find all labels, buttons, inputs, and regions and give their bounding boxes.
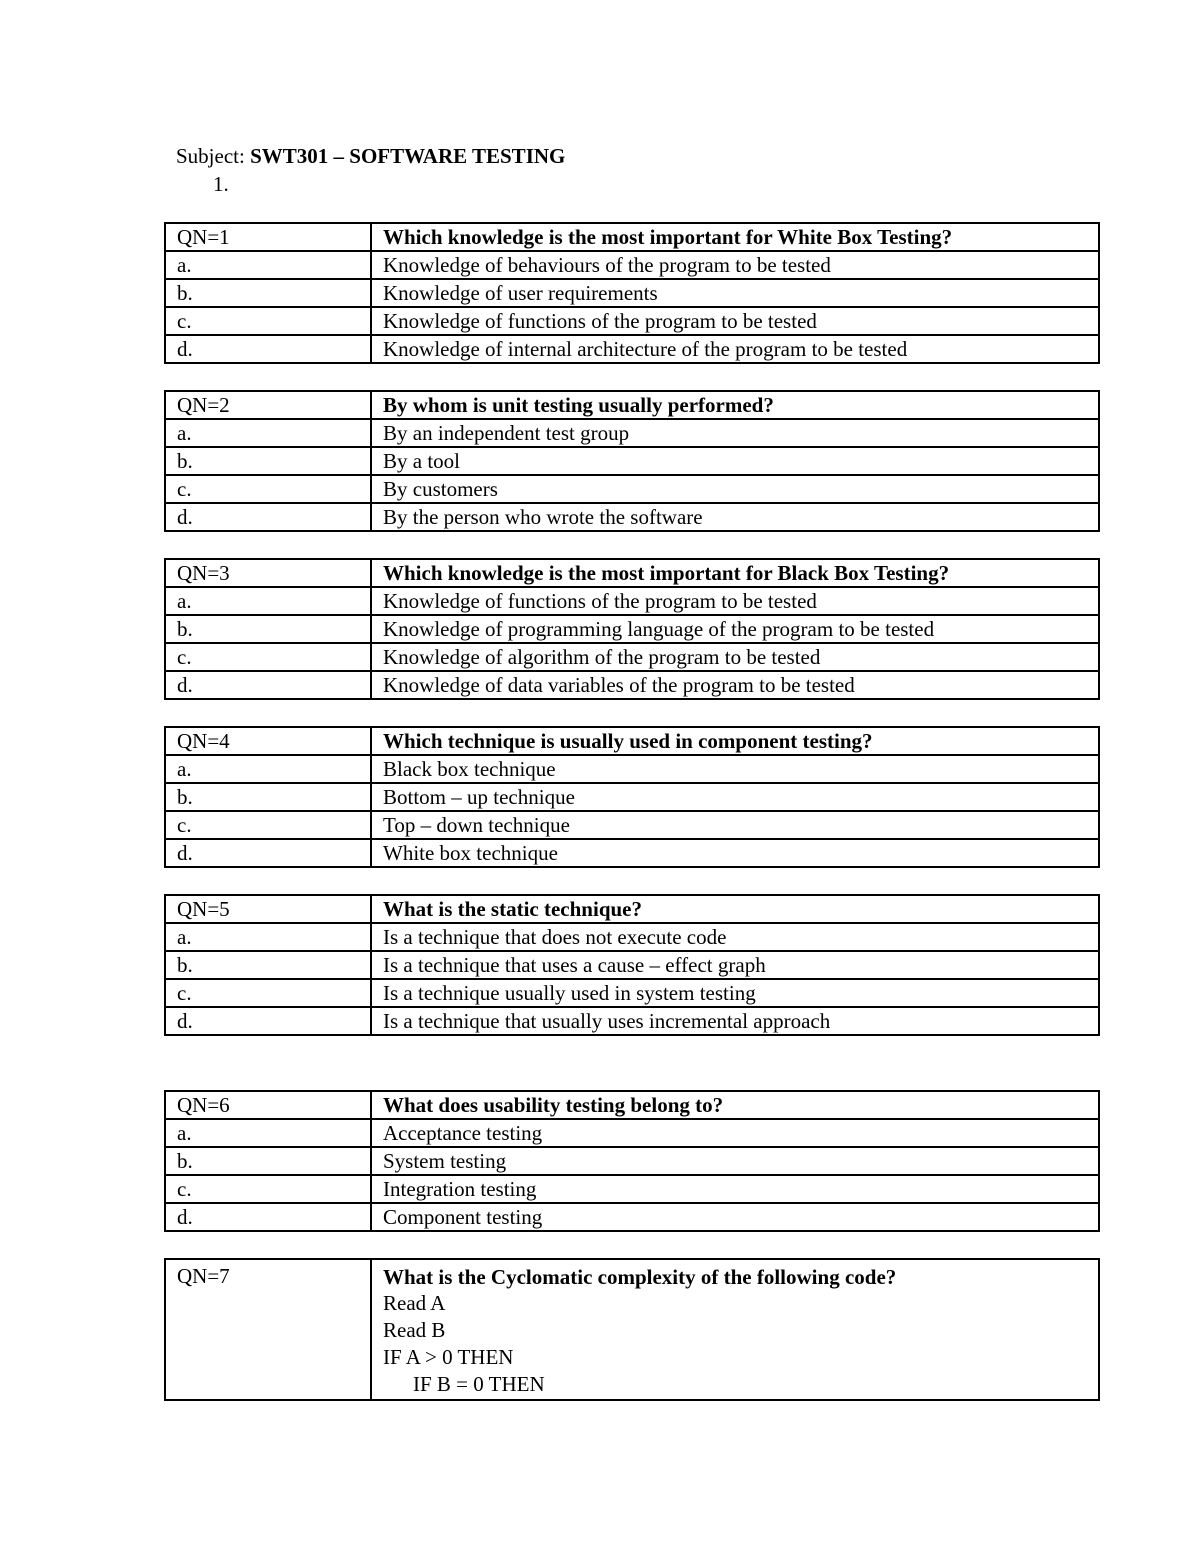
question-row xyxy=(165,1091,1099,1119)
subject-label: Subject: xyxy=(176,144,245,168)
option-row xyxy=(165,279,1099,307)
question-number: QN=7 xyxy=(165,1259,371,1400)
option-row xyxy=(165,1119,1099,1147)
option-label: c. xyxy=(165,643,371,671)
option-row xyxy=(165,839,1099,867)
option-label: d. xyxy=(165,335,371,363)
option-text: By the person who wrote the software xyxy=(371,503,1099,531)
option-row xyxy=(165,475,1099,503)
option-text: Knowledge of data variables of the program to be tested xyxy=(371,671,1099,699)
option-row xyxy=(165,615,1099,643)
option-row xyxy=(165,979,1099,1007)
question-stem: What does usability testing belong to? xyxy=(371,1091,1099,1119)
option-row xyxy=(165,951,1099,979)
option-label: b. xyxy=(165,615,371,643)
option-text: Is a technique that uses a cause – effect graph xyxy=(371,951,1099,979)
code-line: Read A xyxy=(383,1291,446,1315)
subject-value: SWT301 – SOFTWARE TESTING xyxy=(250,144,566,168)
option-text: Black box technique xyxy=(371,755,1099,783)
option-text: Knowledge of functions of the program to be tested xyxy=(371,307,1099,335)
option-text: Component testing xyxy=(371,1203,1099,1231)
option-text: By customers xyxy=(371,475,1099,503)
option-label: c. xyxy=(165,1175,371,1203)
option-label: a. xyxy=(165,587,371,615)
question-number: QN=4 xyxy=(165,727,371,755)
question-table-7 xyxy=(164,1258,1100,1401)
question-number: QN=3 xyxy=(165,559,371,587)
option-label: c. xyxy=(165,307,371,335)
option-text: Is a technique that does not execute code xyxy=(371,923,1099,951)
question-row xyxy=(165,391,1099,419)
option-label: d. xyxy=(165,1203,371,1231)
option-row xyxy=(165,307,1099,335)
question-stem: What is the static technique? xyxy=(371,895,1099,923)
question-row xyxy=(165,223,1099,251)
option-text: Knowledge of internal architecture of the program to be tested xyxy=(371,335,1099,363)
option-label: c. xyxy=(165,811,371,839)
code-line: IF A > 0 THEN xyxy=(383,1345,514,1369)
option-text: Knowledge of user requirements xyxy=(371,279,1099,307)
option-label: c. xyxy=(165,979,371,1007)
option-text: Top – down technique xyxy=(371,811,1099,839)
option-text: White box technique xyxy=(371,839,1099,867)
option-label: d. xyxy=(165,839,371,867)
code-line: IF B = 0 THEN xyxy=(413,1372,545,1396)
option-label: a. xyxy=(165,755,371,783)
option-row xyxy=(165,251,1099,279)
option-text: Is a technique that usually uses incremental approach xyxy=(371,1007,1099,1035)
question-table-6 xyxy=(164,1090,1100,1232)
option-row xyxy=(165,783,1099,811)
option-label: a. xyxy=(165,1119,371,1147)
option-label: b. xyxy=(165,279,371,307)
option-label: a. xyxy=(165,419,371,447)
question-number: QN=2 xyxy=(165,391,371,419)
question-row xyxy=(165,727,1099,755)
option-label: d. xyxy=(165,671,371,699)
question-number: QN=5 xyxy=(165,895,371,923)
option-text: By a tool xyxy=(371,447,1099,475)
option-row xyxy=(165,503,1099,531)
option-label: b. xyxy=(165,447,371,475)
option-label: d. xyxy=(165,503,371,531)
option-label: a. xyxy=(165,251,371,279)
option-row xyxy=(165,643,1099,671)
question-body xyxy=(371,1259,1099,1400)
option-row xyxy=(165,1007,1099,1035)
question-stem: Which knowledge is the most important for White Box Testing? xyxy=(371,223,1099,251)
question-stem: Which technique is usually used in component testing? xyxy=(371,727,1099,755)
option-text: Bottom – up technique xyxy=(371,783,1099,811)
option-row xyxy=(165,335,1099,363)
question-table-5 xyxy=(164,894,1100,1036)
option-row xyxy=(165,1147,1099,1175)
option-label: a. xyxy=(165,923,371,951)
option-text: Acceptance testing xyxy=(371,1119,1099,1147)
option-label: b. xyxy=(165,783,371,811)
option-row xyxy=(165,447,1099,475)
option-row xyxy=(165,671,1099,699)
option-label: c. xyxy=(165,475,371,503)
question-stem: By whom is unit testing usually performed? xyxy=(371,391,1099,419)
option-row xyxy=(165,811,1099,839)
option-label: b. xyxy=(165,951,371,979)
option-row xyxy=(165,1175,1099,1203)
question-stem: What is the Cyclomatic complexity of the following code? xyxy=(383,1265,897,1289)
question-number: QN=1 xyxy=(165,223,371,251)
option-row xyxy=(165,1203,1099,1231)
option-text: By an independent test group xyxy=(371,419,1099,447)
option-row xyxy=(165,755,1099,783)
code-line: Read B xyxy=(383,1318,446,1342)
option-text: Is a technique usually used in system testing xyxy=(371,979,1099,1007)
option-label: b. xyxy=(165,1147,371,1175)
option-row xyxy=(165,923,1099,951)
question-table-3 xyxy=(164,558,1100,700)
option-row xyxy=(165,587,1099,615)
option-row xyxy=(165,419,1099,447)
subject-line xyxy=(176,142,565,170)
question-table-1 xyxy=(164,222,1100,364)
question-row xyxy=(165,1259,1099,1400)
option-text: Knowledge of algorithm of the program to be tested xyxy=(371,643,1099,671)
question-number: QN=6 xyxy=(165,1091,371,1119)
question-table-4 xyxy=(164,726,1100,868)
question-row xyxy=(165,559,1099,587)
list-number: 1. xyxy=(213,172,229,196)
question-stem: Which knowledge is the most important for Black Box Testing? xyxy=(371,559,1099,587)
option-text: Knowledge of programming language of the program to be tested xyxy=(371,615,1099,643)
option-label: d. xyxy=(165,1007,371,1035)
question-table-2 xyxy=(164,390,1100,532)
option-text: System testing xyxy=(371,1147,1099,1175)
question-row xyxy=(165,895,1099,923)
option-text: Integration testing xyxy=(371,1175,1099,1203)
option-text: Knowledge of behaviours of the program to be tested xyxy=(371,251,1099,279)
option-text: Knowledge of functions of the program to be tested xyxy=(371,587,1099,615)
